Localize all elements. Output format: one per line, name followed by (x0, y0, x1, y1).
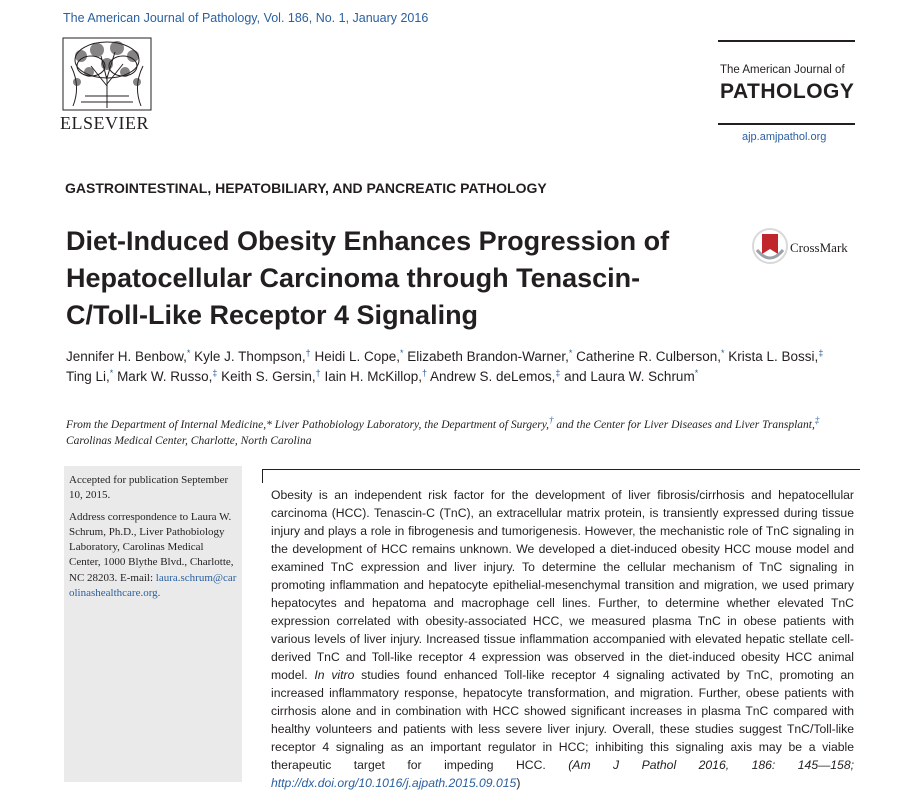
author-affiliation-mark: * (400, 348, 404, 358)
masthead-subtitle: The American Journal of (720, 64, 845, 76)
correspondence-email-link[interactable]: laura.schrum@carolinashealthcare.org. (69, 571, 237, 600)
author-affiliation-mark: ‡ (212, 368, 218, 378)
masthead-rule-top (718, 40, 855, 42)
author-affiliation-mark: † (305, 348, 311, 358)
author-name: and Laura W. Schrum (564, 369, 695, 384)
affiliation-text: Carolinas Medical Center, Charlotte, North Carolina (66, 435, 312, 447)
affiliation-text: Liver Pathobiology Laboratory, the Department of Surgery, (271, 419, 550, 431)
article-title: Diet-Induced Obesity Enhances Progression of Hepatocellular Carcinoma through Tenascin-C/Toll-Like Receptor 4 Signaling (66, 226, 670, 330)
correspondence-address (69, 510, 237, 602)
masthead-rule-bottom (718, 123, 855, 125)
author-affiliation-mark: * (186, 348, 191, 358)
doi-link[interactable]: http://dx.doi.org/10.1016/j.ajpath.2015.09.015 (271, 776, 517, 790)
article-info-text (69, 473, 237, 601)
abstract-text: Obesity is an independent risk factor for the development of liver fibrosis/cirrhosis and hepatocellular carcinoma (HCC). Tenascin-C (TnC), an extracellular matrix protein, is transiently expressed during tissue injury and plays a role in fibrogenesis and tumorigenesis. However, the mechanistic role of TnC signaling in the development of HCC remains unknown. We developed a diet-induced obesity HCC mouse model and examined TnC expression and liver injury. To determine the cellular mechanism of TnC signaling in promoting inflammation and hepatocyte epithelial-mesenchymal transition and migration, we used primary hepatocytes and hepatoma and macrophage cell lines. Further, to determine whether elevated TnC expression correlated with obesity-associated HCC, we measured plasma TnC in obese patients with various levels of liver injury. Increased tissue inflammation accompanied with elevated hepatic stellate cell-derived TnC and Toll-like receptor 4 expression was observed in the diet-induced obesity HCC animal model. (271, 488, 854, 682)
author-name: Elizabeth Brandon-Warner, (407, 349, 569, 364)
affiliation-statement (66, 417, 856, 449)
affiliation-text: and the Center for Liver Diseases and Liver Transplant, (553, 419, 815, 431)
author-affiliation-mark: * (109, 368, 114, 378)
abstract-frame-rule (262, 469, 860, 470)
publisher-wordmark: ELSEVIER (60, 113, 149, 133)
abstract-frame-tick (262, 469, 263, 483)
author-name: Heidi L. Cope, (314, 349, 401, 364)
author-affiliation-mark: ‡ (555, 368, 561, 378)
author-name: Catherine R. Culberson, (576, 349, 721, 364)
author-affiliation-mark: ‡ (818, 348, 824, 358)
affiliation-mark: † (549, 415, 554, 425)
author-affiliation-mark: † (421, 368, 427, 378)
author-name: Iain H. McKillop, (324, 369, 422, 384)
author-name: Andrew S. deLemos, (430, 369, 556, 384)
affiliation-mark: * (266, 419, 272, 431)
author-affiliation-mark: * (568, 348, 573, 358)
author-name: Jennifer H. Benbow, (66, 349, 187, 364)
author-affiliation-mark: * (694, 368, 699, 378)
journal-site-link[interactable]: ajp.amjpathol.org (742, 131, 827, 143)
section-heading: GASTROINTESTINAL, HEPATOBILIARY, AND PANCREATIC PATHOLOGY (65, 180, 547, 196)
author-name: Krista L. Bossi, (728, 349, 819, 364)
accepted-date: Accepted for publication September 10, 2015. (69, 474, 229, 502)
author-affiliation-mark: † (315, 368, 321, 378)
abstract-italic-term: In vitro (314, 668, 355, 682)
author-name: Mark W. Russo, (117, 369, 213, 384)
abstract-text: studies found enhanced Toll-like receptor 4 signaling activated by TnC, promoting an increased inflammatory response, hepatocyte transformation, and migration. Further, obese patients with cirrhosis alone and in combination with HCC showed significant increases in plasma TnC compared with healthy volunteers and patients with less severe liver injury. Overall, these studies suggest TnC/Toll-like receptor 4 signaling as an important regulator in HCC; inhibiting this signaling axis may be a viable therapeutic target for impeding HCC. (271, 668, 855, 772)
crossmark-label[interactable]: CrossMark (790, 240, 848, 255)
affiliation-mark: ‡ (814, 415, 820, 425)
correspondence-text: Address correspondence to Laura W. Schrum, Ph.D., Liver Pathobiology Laboratory, Carolinas Medical Center, 1000 Blythe Blvd., Charlotte, NC 28203. E-mail: (69, 510, 234, 584)
journal-citation-line: The American Journal of Pathology, Vol. 186, No. 1, January 2016 (63, 11, 429, 25)
author-list (66, 347, 866, 387)
masthead-title: PATHOLOGY (720, 80, 855, 103)
abstract-body (271, 486, 854, 792)
author-name: Keith S. Gersin, (221, 369, 316, 384)
affiliation-text: From the Department of Internal Medicine, (66, 419, 267, 431)
author-name: Kyle J. Thompson, (194, 349, 306, 364)
author-affiliation-mark: * (721, 348, 725, 358)
abstract-citation-close: ) (516, 776, 521, 790)
abstract-citation: (Am J Pathol 2016, 186: 145—158; (568, 758, 854, 772)
author-name: Ting Li, (66, 369, 110, 384)
